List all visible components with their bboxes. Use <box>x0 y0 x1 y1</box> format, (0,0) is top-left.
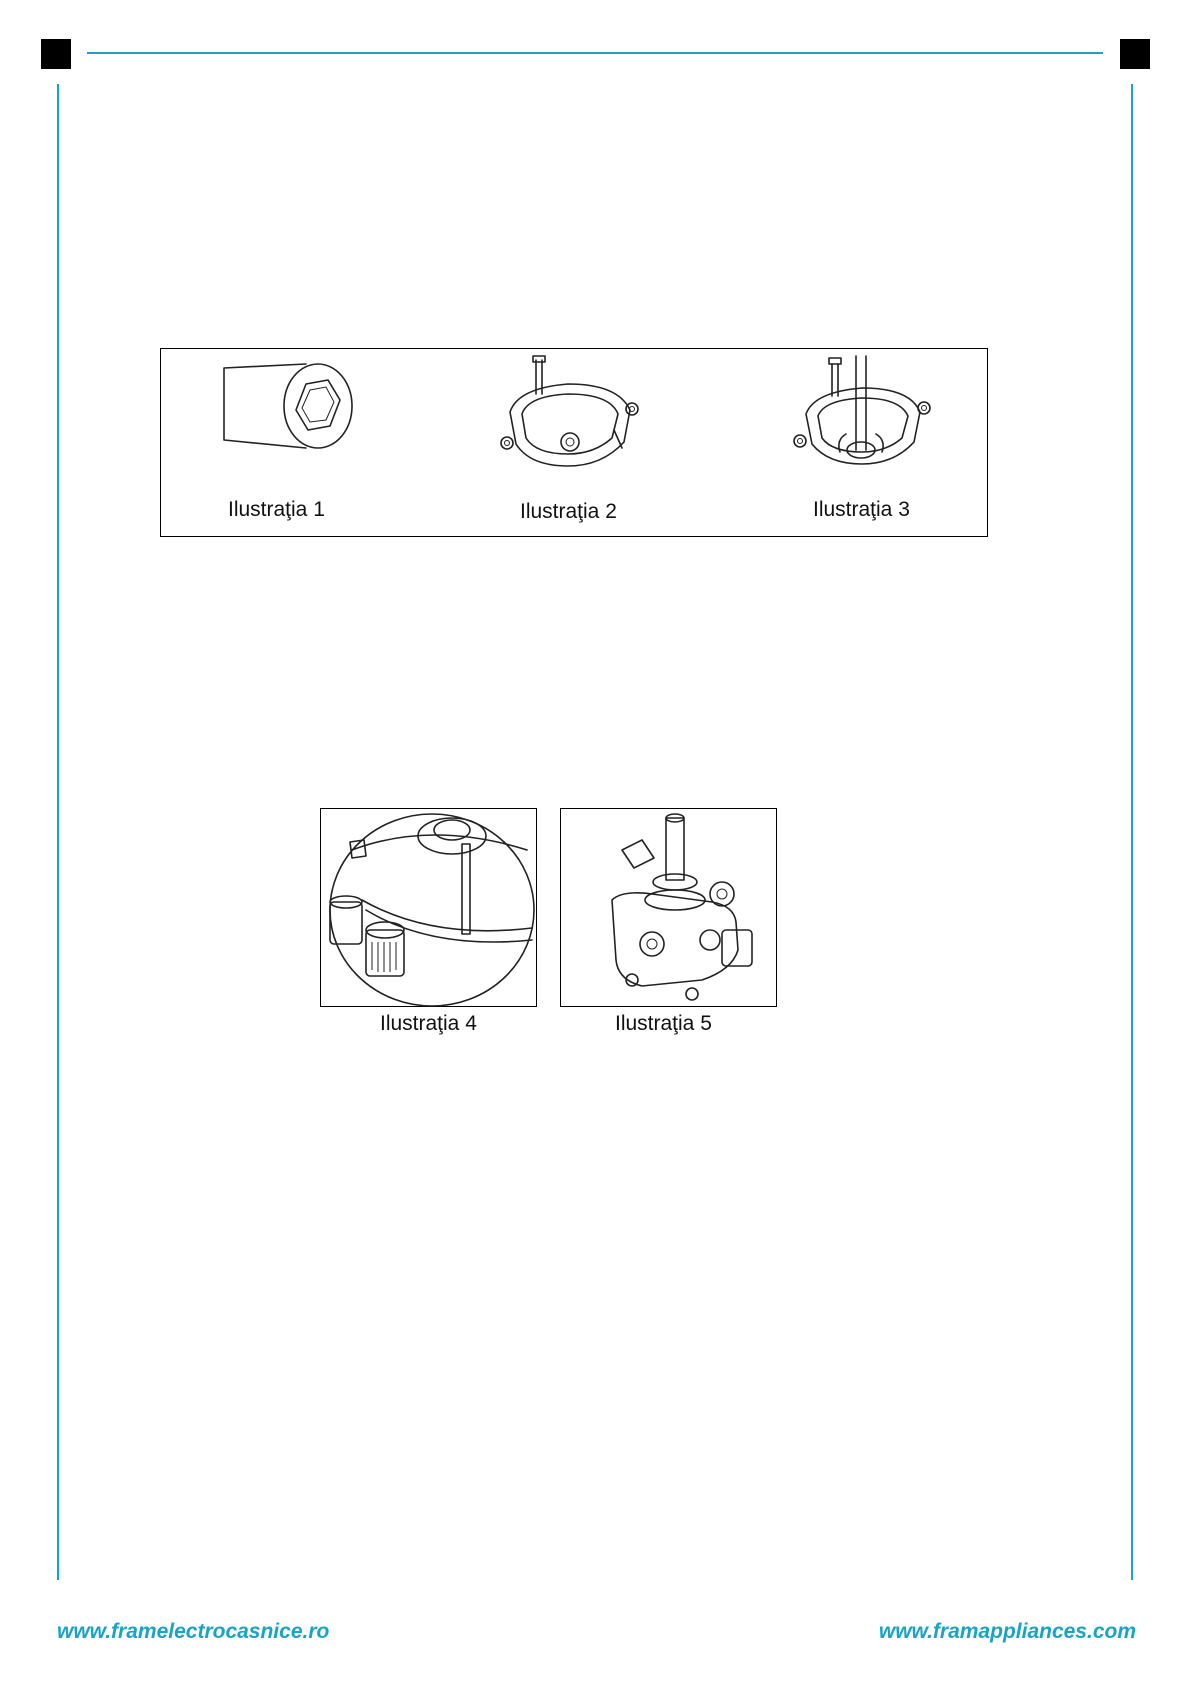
illustration-1-hex-socket <box>218 362 358 452</box>
caption-illustration-5: Ilustraţia 5 <box>615 1012 712 1035</box>
illustration-5-gas-valve <box>562 810 773 1003</box>
illustration-2-burner-cup <box>498 354 648 476</box>
illustration-4-cooktop-knobs <box>322 810 533 1003</box>
right-margin-rule <box>1131 84 1133 1580</box>
corner-mark-top-right <box>1120 39 1150 69</box>
footer-link-romania[interactable]: www.framelectrocasnice.ro <box>57 1620 330 1643</box>
footer-link-international[interactable]: www.framappliances.com <box>878 1620 1136 1643</box>
illustration-3-tool-in-cup <box>788 356 938 476</box>
header-rule <box>87 52 1103 54</box>
caption-illustration-2: Ilustraţia 2 <box>520 500 617 523</box>
caption-illustration-3: Ilustraţia 3 <box>813 498 910 521</box>
caption-illustration-1: Ilustraţia 1 <box>228 498 325 521</box>
caption-illustration-4: Ilustraţia 4 <box>380 1012 477 1035</box>
left-margin-rule <box>57 84 59 1580</box>
corner-mark-top-left <box>41 39 71 69</box>
